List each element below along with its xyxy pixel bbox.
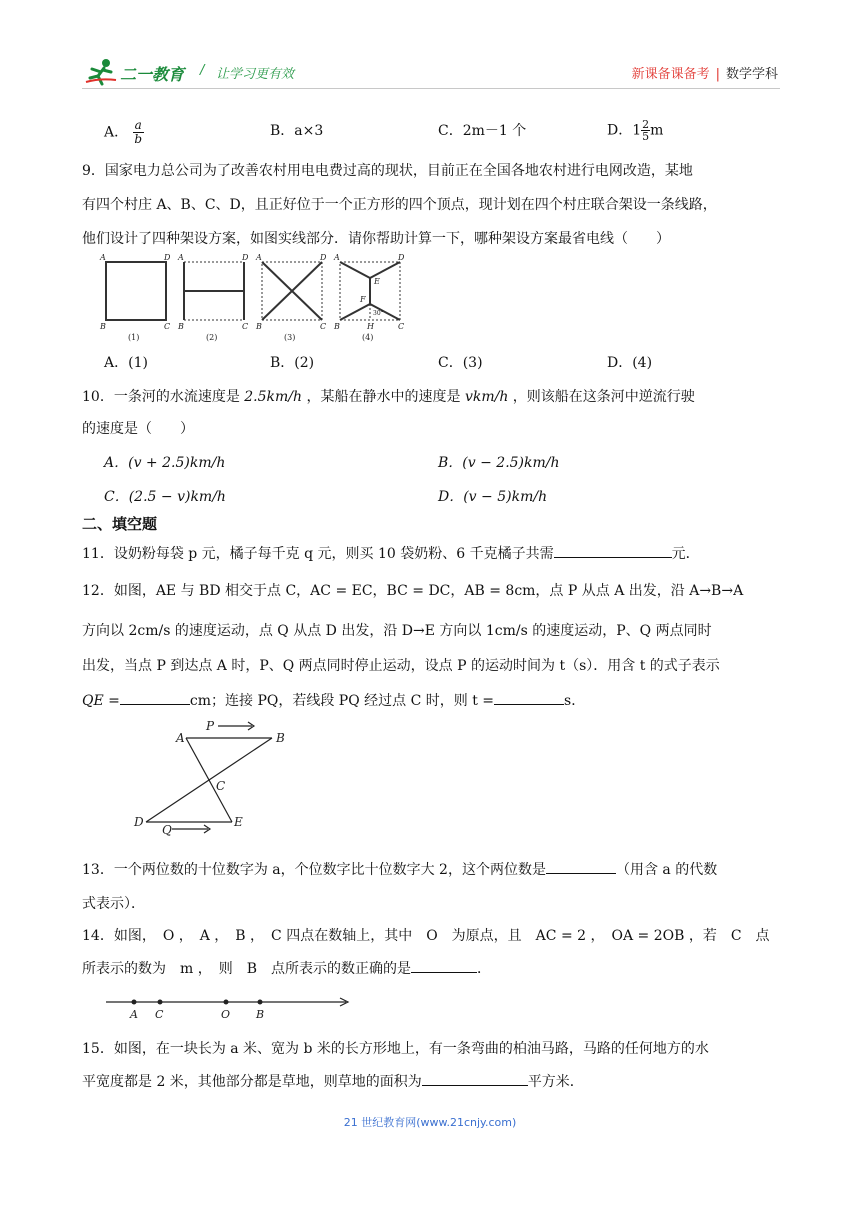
segment-bd xyxy=(146,738,272,822)
q12-answer-blank-2[interactable] xyxy=(494,690,564,705)
q8-option-c: C．2m－1 个 xyxy=(438,123,527,139)
fig1-square xyxy=(106,262,166,320)
header-course: 新课备课备考 xyxy=(631,67,710,82)
svg-text:C: C xyxy=(155,1008,164,1021)
svg-text:A: A xyxy=(334,253,340,262)
fig-label-2: (2) xyxy=(206,333,218,342)
fig-label-3: (3) xyxy=(284,333,296,342)
section-title-fill-blank: 二、填空题 xyxy=(82,515,158,533)
point-a xyxy=(132,1000,137,1005)
q14-number-line xyxy=(104,992,354,1022)
q9-line-1: 9．国家电力总公司为了改善农村用电电费过高的现状，目前正在全国各地农村进行电网改造，某地 xyxy=(82,163,693,179)
svg-text:A: A xyxy=(178,253,184,262)
q12-line-3: 出发，当点 P 到达点 A 时，P、Q 两点同时停止运动，设点 P 的运动时间为 t（s）．用含 t 的式子表示 xyxy=(82,658,720,674)
svg-text:F: F xyxy=(360,295,366,304)
q9-option-d: D．(4) xyxy=(607,355,653,371)
svg-text:A: A xyxy=(256,253,262,262)
svg-text:A: A xyxy=(176,731,185,745)
q10-option-b: B．(v − 2.5)km/h xyxy=(438,455,560,471)
q15-answer-blank[interactable] xyxy=(422,1071,528,1086)
logo-runner-icon xyxy=(84,58,118,86)
q8-option-a: A． $\frac{a}{b}$ xyxy=(104,118,142,146)
q10-option-c: C．(2.5 − v)km/h xyxy=(104,489,226,505)
question-11: 11．设奶粉每袋 p 元，橘子每千克 q 元，则买 10 袋奶粉、6 千克橘子共需 元． xyxy=(82,543,700,563)
svg-text:P: P xyxy=(206,719,215,733)
svg-text:B: B xyxy=(256,322,262,331)
fig-label-4: (4) xyxy=(362,333,374,342)
svg-text:E: E xyxy=(234,815,243,829)
q10-option-d: D．(v − 5)km/h xyxy=(438,489,548,505)
svg-text:B: B xyxy=(256,1008,265,1021)
svg-text:B: B xyxy=(178,322,184,331)
svg-text:Q: Q xyxy=(162,823,172,837)
header-slogan: 让学习更有效 xyxy=(216,67,295,82)
svg-text:A: A xyxy=(100,253,106,262)
q8-option-b: B．a×3 xyxy=(270,123,324,139)
q15-line-1: 15．如图，在一块长为 a 米、宽为 b 米的长方形地上，有一条弯曲的柏油马路，马路的任何地方的水 xyxy=(82,1041,709,1057)
svg-text:30°: 30° xyxy=(373,310,384,317)
svg-text:A: A xyxy=(130,1008,138,1021)
point-c xyxy=(158,1000,163,1005)
q12-line-2: 方向以 2cm/s 的速度运动，点 Q 从点 D 出发，沿 D→E 方向以 1cm/s 的速度运动，P、Q 两点同时 xyxy=(82,623,712,639)
q14-answer-blank[interactable] xyxy=(411,958,477,973)
q12-figure xyxy=(128,716,285,840)
header-subject: 数学学科 xyxy=(725,67,778,82)
svg-text:E: E xyxy=(374,277,380,286)
header-right xyxy=(632,63,778,82)
svg-text:B: B xyxy=(276,731,285,745)
svg-text:H: H xyxy=(367,322,374,331)
q10-option-a: A．(v + 2.5)km/h xyxy=(104,455,226,471)
q9-line-3: 他们设计了四种架设方案，如图实线部分．请你帮助计算一下，哪种架设方案最省电线（ ） xyxy=(82,231,670,247)
q12-answer-blank-1[interactable] xyxy=(120,690,190,705)
fig-label-1: (1) xyxy=(128,333,140,342)
footer-source: 21 世纪教育网(www.21cnjy.com) xyxy=(343,1116,517,1129)
svg-text:B: B xyxy=(334,322,340,331)
q9-figures xyxy=(98,252,408,342)
q13-line-2: 式表示）． xyxy=(82,896,145,912)
q12-line-1: 12．如图，AE 与 BD 相交于点 C，AC = EC，BC = DC，AB = 8cm，点 P 从点 A 出发，沿 A→B→A xyxy=(82,583,744,599)
svg-text:D: D xyxy=(164,253,171,262)
svg-text:C: C xyxy=(242,322,249,331)
q9-line-2: 有四个村庄 A、B、C、D，且正好位于一个正方形的四个顶点，现计划在四个村庄联合架设一条线路， xyxy=(82,197,717,213)
q11-answer-blank[interactable] xyxy=(554,543,672,558)
q15-line-2: 平宽度都是 2 米，其他部分都是草地，则草地的面积为 平方米． xyxy=(82,1071,584,1091)
q13-answer-blank[interactable] xyxy=(546,859,616,874)
svg-text:D: D xyxy=(320,253,327,262)
q12-line-4: QE = cm；连接 PQ，若线段 PQ 经过点 C 时，则 t = s． xyxy=(82,690,585,710)
svg-text:D: D xyxy=(398,253,405,262)
q9-option-c: C．(3) xyxy=(438,355,483,371)
q13-line-1: 13．一个两位数的十位数字为 a，个位数字比十位数字大 2，这个两位数是 （用含 a 的代数 xyxy=(82,859,717,879)
q9-option-a: A．(1) xyxy=(104,355,148,371)
q14-line-2: 所表示的数为 m ， 则 B 点所表示的数正确的是 ． xyxy=(82,958,491,978)
q9-option-b: B．(2) xyxy=(270,355,315,371)
svg-text:C: C xyxy=(398,322,405,331)
svg-text:B: B xyxy=(100,322,106,331)
svg-text:C: C xyxy=(164,322,171,331)
q8-option-d: D．1 $\frac{2}{5}$ m xyxy=(607,118,664,143)
q10-line-2: 的速度是（ ） xyxy=(82,421,194,437)
svg-text:D: D xyxy=(134,815,144,829)
point-b xyxy=(258,1000,263,1005)
q10-line-1: 10．一条河的水流速度是 2.5km/h ，某船在静水中的速度是 vkm/h ，则该船在这条河中逆流行驶 xyxy=(82,389,695,405)
q14-line-1: 14．如图， O ， A ， B ， C 四点在数轴上，其中 O 为原点，且 AC = 2 ， OA = 2OB ，若 C 点 xyxy=(82,928,770,944)
svg-text:D: D xyxy=(242,253,249,262)
brand-name: 二一教育 xyxy=(120,65,185,84)
header-slash: / xyxy=(200,63,205,78)
header-rule xyxy=(82,88,780,89)
svg-text:O: O xyxy=(221,1008,231,1021)
point-o xyxy=(224,1000,229,1005)
svg-text:C: C xyxy=(216,779,226,793)
header-divider: | xyxy=(715,67,720,82)
svg-text:C: C xyxy=(320,322,327,331)
